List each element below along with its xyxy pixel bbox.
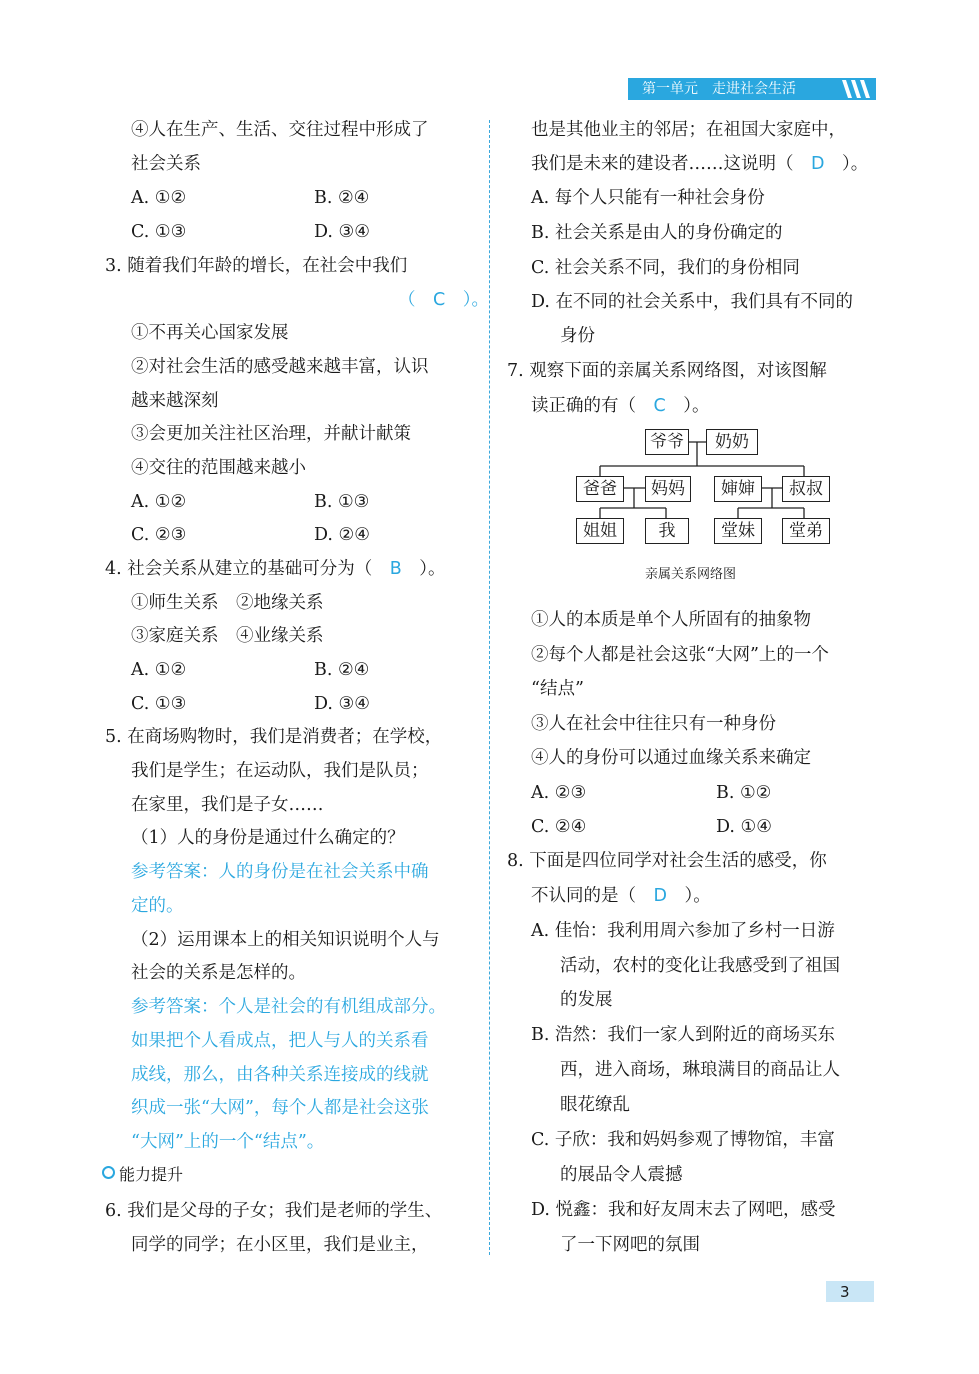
option-c: C. ①③ [131, 694, 187, 714]
line: 的展品令人震撼 [560, 1165, 683, 1185]
line: 活动，农村的变化让我感受到了祖国 [560, 956, 840, 976]
line: ③人在社会中往往只有一种身份 [531, 714, 776, 734]
reference-answer-2-cont: 成线，那么，由各种关系连接成的线就 [131, 1065, 429, 1085]
option-b: B. ②④ [314, 188, 370, 208]
option-d: D. ①④ [716, 817, 772, 837]
option-b: B. ①② [716, 783, 772, 803]
line: 身份 [560, 326, 595, 346]
line: 的发展 [560, 990, 613, 1010]
line: ④人的身份可以通过血缘关系来确定 [531, 748, 811, 768]
option-a: A. ②③ [531, 783, 587, 803]
line: 西，进入商场，琳琅满目的商品让人 [560, 1060, 840, 1080]
page-number [826, 1281, 874, 1302]
option-a: A. ①② [131, 188, 187, 208]
option-a: A. ①② [131, 492, 187, 512]
line: ④人在生产、生活、交往过程中形成了 [131, 120, 429, 140]
line: ③家庭关系 ④业缘关系 [131, 626, 324, 646]
reference-answer-1-cont: 定的。 [131, 896, 184, 916]
option-d: D. ③④ [314, 694, 370, 714]
reference-answer-2-cont: 织成一张“大网”，每个人都是社会这张 [131, 1098, 429, 1118]
circle-icon [102, 1166, 115, 1179]
line-with-answer: 我们是未来的建设者……这说明（ D ）。 [531, 154, 869, 174]
option-a: A. 佳怡：我利用周六参加了乡村一日游 [531, 921, 835, 941]
question-5: 5. 在商场购物时，我们是消费者；在学校， [105, 727, 443, 747]
question-8: 8. 下面是四位同学对社会生活的感受，你 [507, 851, 827, 871]
sub-question-2: （2）运用课本上的相关知识说明个人与 [131, 930, 440, 950]
node-aunt: 婶婶 [714, 476, 762, 502]
question-4: 4. 社会关系从建立的基础可分为（ B ）。 [105, 559, 446, 579]
line: ①人的本质是单个人所固有的抽象物 [531, 610, 811, 630]
reference-answer-1: 参考答案：人的身份是在社会关系中确 [131, 862, 429, 882]
line: “结点” [531, 679, 584, 699]
option-c: C. ②③ [131, 525, 187, 545]
option-a: A. ①② [131, 660, 187, 680]
option-c: C. ①③ [131, 222, 187, 242]
line: ①不再关心国家发展 [131, 323, 289, 343]
line: ③会更加关注社区治理，并献计献策 [131, 424, 411, 444]
line: 了一下网吧的氛围 [560, 1235, 700, 1255]
option-c: C. ②④ [531, 817, 587, 837]
section-title: 能力提升 [119, 1165, 184, 1184]
option-b: B. ①③ [314, 492, 370, 512]
option-d: D. ②④ [314, 525, 370, 545]
node-father: 爸爸 [576, 476, 624, 502]
node-grandmother: 奶奶 [706, 429, 758, 455]
line-with-answer: 读正确的有（ C ）。 [531, 396, 710, 416]
diagram-caption: 亲属关系网络图 [645, 567, 737, 582]
reference-answer-2-cont: “大网”上的一个“结点”。 [131, 1132, 325, 1152]
section-heading [102, 1162, 183, 1185]
line: 我们是学生；在运动队，我们是队员； [131, 761, 429, 781]
node-me: 我 [645, 518, 689, 544]
line: 眼花缭乱 [560, 1095, 630, 1115]
reference-answer-2-cont: 如果把个人看成点，把人与人的关系看 [131, 1031, 429, 1051]
line: 同学的同学；在小区里，我们是业主， [131, 1235, 429, 1255]
answer-q3: （ C ）。 [398, 290, 489, 310]
line: ②对社会生活的感受越来越丰富，认识 [131, 357, 429, 377]
reference-answer-2: 参考答案：个人是社会的有机组成部分。 [131, 997, 446, 1017]
option-b: B. 浩然：我们一家人到附近的商场买东 [531, 1025, 835, 1045]
node-mother: 妈妈 [645, 476, 691, 502]
kinship-diagram-lines [0, 0, 979, 600]
question-6: 6. 我们是父母的子女；我们是老师的学生、 [105, 1201, 443, 1221]
node-cousin-sister: 堂妹 [714, 518, 762, 544]
option-d: D. 悦鑫：我和好友周末去了网吧，感受 [531, 1200, 836, 1220]
option-d: D. 在不同的社会关系中，我们具有不同的 [531, 292, 854, 312]
node-grandfather: 爷爷 [645, 429, 689, 455]
chapter-title: 第一单元 走进社会生活 [642, 81, 796, 97]
question-3: 3. 随着我们年龄的增长，在社会中我们 [105, 256, 408, 276]
option-c: C. 子欣：我和妈妈参观了博物馆，丰富 [531, 1130, 835, 1150]
line-with-answer: 不认同的是（ D ）。 [531, 886, 711, 906]
line: 在家里，我们是子女…… [131, 795, 324, 815]
line: ①师生关系 ②地缘关系 [131, 593, 324, 613]
node-uncle: 叔叔 [782, 476, 830, 502]
line: 也是其他业主的邻居；在祖国大家庭中， [531, 120, 846, 140]
line: ②每个人都是社会这张“大网”上的一个 [531, 645, 829, 665]
option-a: A. 每个人只能有一种社会身份 [531, 188, 765, 208]
option-c: C. 社会关系不同，我们的身份相同 [531, 258, 800, 278]
line: 社会的关系是怎样的。 [131, 963, 306, 983]
sub-question-1: （1）人的身份是通过什么确定的？ [131, 828, 405, 848]
line: 越来越深刻 [131, 391, 219, 411]
line: 社会关系 [131, 154, 201, 174]
option-b: B. 社会关系是由人的身份确定的 [531, 223, 783, 243]
node-sister: 姐姐 [576, 518, 624, 544]
question-7: 7. 观察下面的亲属关系网络图，对该图解 [507, 361, 827, 381]
page-number-text: 3 [840, 1283, 850, 1301]
line: ④交往的范围越来越小 [131, 458, 306, 478]
node-cousin-brother: 堂弟 [782, 518, 830, 544]
option-b: B. ②④ [314, 660, 370, 680]
option-d: D. ③④ [314, 222, 370, 242]
